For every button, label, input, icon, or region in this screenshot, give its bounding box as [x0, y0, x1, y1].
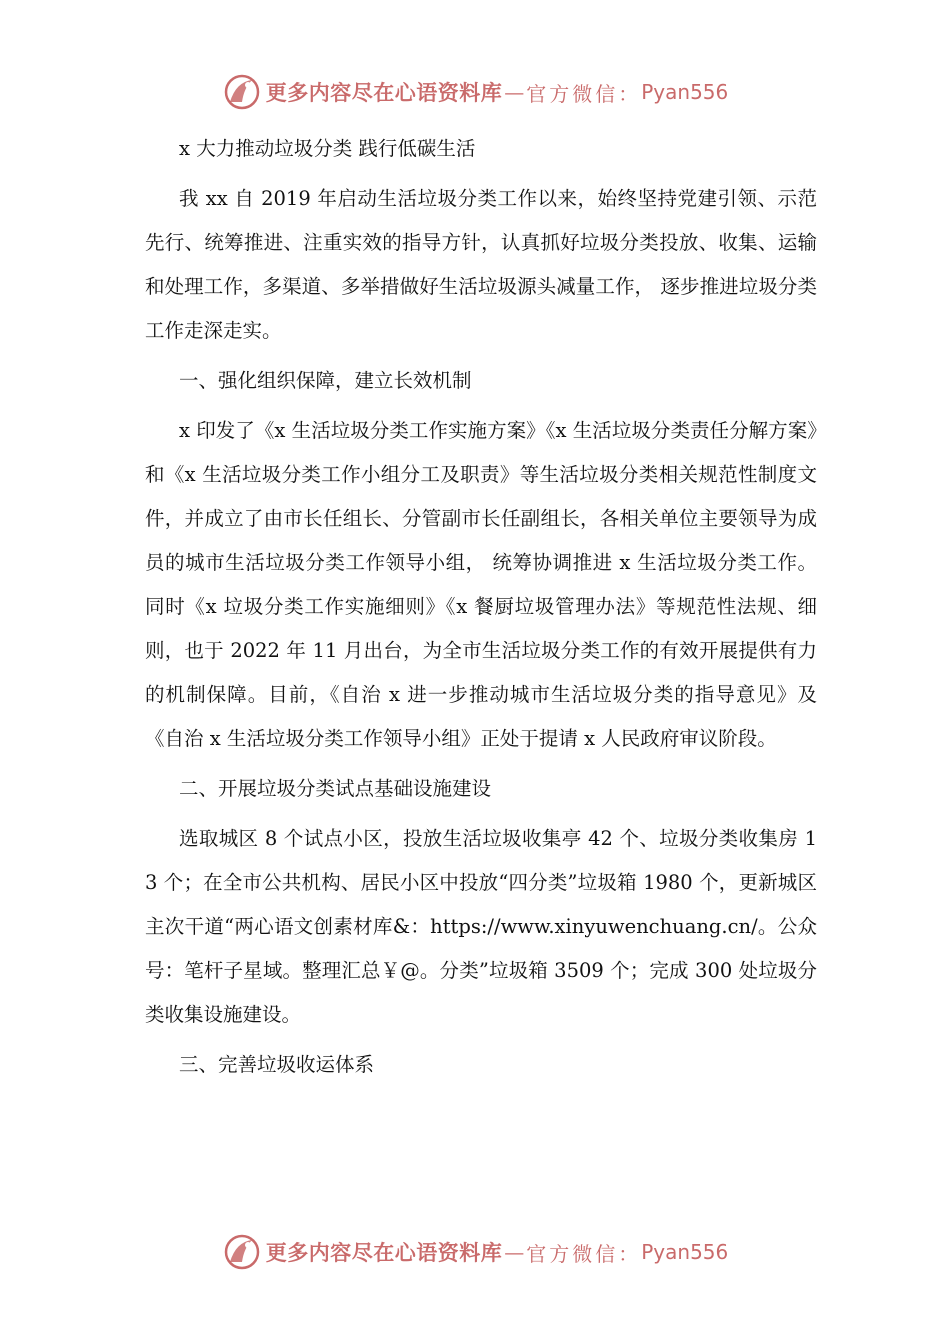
header-watermark-banner: [0, 70, 950, 114]
brand-logo-icon: [222, 1232, 262, 1272]
banner-dash: —: [504, 1240, 525, 1264]
brand-name: 更多内容尽在心语资料库: [265, 80, 503, 105]
section2-heading: 二、开展垃圾分类试点基础设施建设: [179, 777, 492, 800]
section2-paragraph: 选取城区 8 个试点小区，投放生活垃圾收集亭 42 个、垃圾分类收集房 13 个；在全市公共机构、居民小区中投放“四分类”垃圾箱 1980 个，更新城区主次干道“两心语文创素材库&：https://www.xinyuwenchuang.cn/。公众号：笔杆子星域。整理汇总￥@。分类”垃圾箱 3509 个；完成 300 处垃圾分类收集设施建设。: [145, 827, 817, 1026]
footer-watermark-banner: [0, 1230, 950, 1274]
wechat-id: Pyan556: [641, 1240, 729, 1264]
brand-name: 更多内容尽在心语资料库: [265, 1240, 503, 1265]
wechat-label: 官方微信：: [526, 1241, 642, 1266]
document-title: x 大力推动垃圾分类 践行低碳生活: [179, 137, 476, 160]
wechat-label: 官方微信：: [526, 81, 642, 106]
intro-paragraph: 我 xx 自 2019 年启动生活垃圾分类工作以来，始终坚持党建引领、示范先行、统筹推进、注重实效的指导方针，认真抓好垃圾分类投放、收集、运输和处理工作，多渠道、多举措做好生活垃圾源头减量工作， 逐步推进垃圾分类工作走深走实。: [145, 187, 817, 342]
section1-heading: 一、强化组织保障，建立长效机制: [179, 369, 472, 392]
section1-paragraph: x 印发了《x 生活垃圾分类工作实施方案》《x 生活垃圾分类责任分解方案》和《x 生活垃圾分类工作小组分工及职责》等生活垃圾分类相关规范性制度文件，并成立了由市长任组长、分管副市长任副组长，各相关单位主要领导为成员的城市生活垃圾分类工作领导小组， 统筹协调推进 x 生活垃圾分类工作。同时《x 垃圾分类工作实施细则》《x 餐厨垃圾管理办法》等规范性法规、细则，也于 2022 年 11 月出台，为全市生活垃圾分类工作的有效开展提供有力的机制保障。目前，《自治 x 进一步推动城市生活垃圾分类的指导意见》及《自治 x 生活垃圾分类工作领导小组》正处于提请 x 人民政府审议阶段。: [145, 419, 817, 750]
document-body: [145, 127, 817, 1087]
wechat-id: Pyan556: [641, 80, 729, 104]
banner-dash: —: [504, 80, 525, 104]
brand-logo-icon: [222, 72, 262, 112]
section3-heading: 三、完善垃圾收运体系: [179, 1053, 375, 1076]
